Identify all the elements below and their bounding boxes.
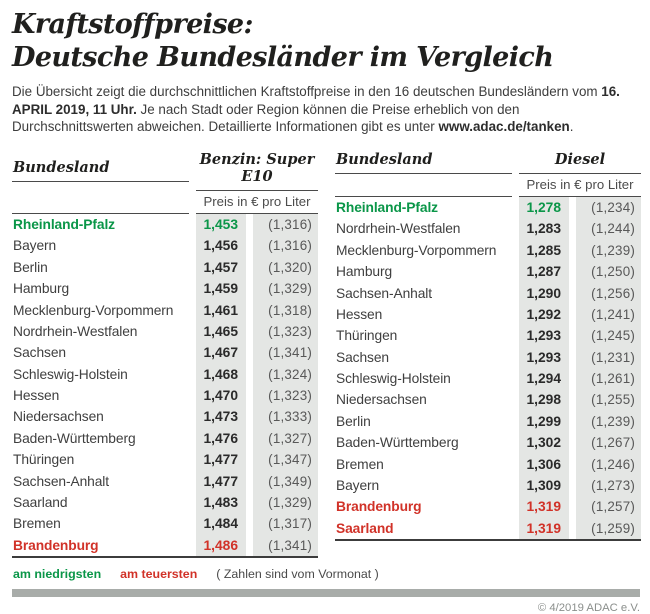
previous-month-value: (1,261) [576,368,641,389]
price-value: 1,285 [519,240,569,261]
benzin-table [12,149,318,558]
diesel-table [335,149,641,558]
intro-text [12,83,644,136]
column-header-diesel: Diesel [519,149,641,174]
price-value: 1,477 [196,449,246,470]
price-value: 1,473 [196,406,246,427]
state-name: Sachsen-Anhalt [336,285,433,301]
price-value: 1,459 [196,278,246,299]
previous-month-value: (1,241) [576,304,641,325]
previous-month-value: (1,333) [253,406,318,427]
previous-month-value: (1,327) [253,428,318,449]
title-line1: Kraftstoffpreise: [12,9,253,40]
price-value: 1,294 [519,368,569,389]
price-value: 1,476 [196,428,246,449]
previous-month-value: (1,239) [576,411,641,432]
intro-url: www.adac.de/tanken [438,119,570,135]
column-header-bundesland: Bundesland [12,157,189,182]
table-row [12,214,318,235]
column-header-benzin: Benzin: Super E10 [196,149,318,191]
previous-month-value: (1,259) [576,518,641,539]
table-row [335,411,641,432]
benzin-table-subheader [12,191,318,214]
state-name: Schleswig-Holstein [13,366,128,382]
state-name: Saarland [13,495,68,511]
previous-month-value: (1,267) [576,432,641,453]
price-value: 1,470 [196,385,246,406]
page-title [12,8,640,74]
previous-month-value: (1,320) [253,257,318,278]
previous-month-value: (1,244) [576,218,641,239]
table-row [12,257,318,278]
legend-lowest: am niedrigsten [13,567,102,582]
tables-container [12,149,640,558]
previous-month-value: (1,323) [253,321,318,342]
price-value: 1,456 [196,235,246,256]
previous-month-value: (1,257) [576,496,641,517]
state-name: Bremen [13,516,61,532]
state-name: Baden-Württemberg [336,435,459,451]
price-value: 1,457 [196,257,246,278]
table-row [335,432,641,453]
state-name: Mecklenburg-Vorpommern [13,302,174,318]
table-row [335,304,641,325]
table-row [12,535,318,556]
intro-date: 16. APRIL 2019, 11 Uhr. [12,84,620,117]
price-value: 1,292 [519,304,569,325]
previous-month-value: (1,316) [253,235,318,256]
state-name: Hessen [13,388,60,404]
table-row [335,475,641,496]
price-value: 1,319 [519,518,569,539]
state-name: Sachsen [13,345,66,361]
state-name: Saarland [336,520,394,536]
diesel-table-rows [335,197,641,541]
column-header-bundesland: Bundesland [335,149,512,174]
table-row [335,261,641,282]
previous-month-value: (1,246) [576,453,641,474]
price-value: 1,483 [196,492,246,513]
table-row [12,278,318,299]
state-name: Sachsen [336,349,389,365]
price-value: 1,298 [519,389,569,410]
price-value: 1,293 [519,347,569,368]
table-row [12,385,318,406]
unit-header-diesel: Preis in € pro Liter [519,174,641,197]
intro-part: Die Übersicht zeigt die durchschnittlichen Kraftstoffpreise in den 16 deutschen Bundesländern vom [12,84,602,99]
state-name: Rheinland-Pfalz [336,199,438,215]
previous-month-value: (1,234) [576,197,641,218]
table-row [12,342,318,363]
previous-month-value: (1,341) [253,535,318,556]
price-value: 1,293 [519,325,569,346]
state-name: Hamburg [336,264,393,280]
price-value: 1,484 [196,513,246,534]
table-row [335,218,641,239]
state-name: Bremen [336,456,384,472]
table-row [335,389,641,410]
previous-month-value: (1,231) [576,347,641,368]
table-row [12,406,318,427]
table-row [12,321,318,342]
title-line2: Deutsche Bundesländer im Vergleich [12,42,554,73]
table-row [12,470,318,491]
state-name: Berlin [336,413,371,429]
legend-highest: am teuersten [120,567,198,582]
table-row [335,347,641,368]
intro-part: Je nach Stadt oder Region können die Preise erheblich von den Durchschnittswerten abweichen. Detaillierte Informationen gibt es unter [12,101,520,135]
price-value: 1,486 [196,535,246,556]
state-name: Thüringen [336,328,398,344]
benzin-table-header [12,149,318,191]
legend-note: ( Zahlen sind vom Vormonat ) [216,567,379,582]
state-name: Nordrhein-Westfalen [13,323,138,339]
price-value: 1,468 [196,364,246,385]
price-value: 1,290 [519,282,569,303]
previous-month-value: (1,323) [253,385,318,406]
diesel-table-header [335,149,641,174]
table-row [12,364,318,385]
state-name: Bayern [336,478,380,494]
legend [12,567,640,581]
state-name: Nordrhein-Westfalen [336,221,461,237]
table-row [335,453,641,474]
state-name: Baden-Württemberg [13,430,136,446]
price-value: 1,302 [519,432,569,453]
previous-month-value: (1,245) [576,325,641,346]
previous-month-value: (1,239) [576,240,641,261]
price-value: 1,309 [519,475,569,496]
empty-header-cell [12,190,189,214]
state-name: Sachsen-Anhalt [13,473,110,489]
price-value: 1,319 [519,496,569,517]
state-name: Mecklenburg-Vorpommern [336,242,497,258]
diesel-table-subheader [335,174,641,197]
previous-month-value: (1,256) [576,282,641,303]
table-row [12,449,318,470]
price-value: 1,287 [519,261,569,282]
previous-month-value: (1,317) [253,513,318,534]
table-row [12,492,318,513]
table-row [335,496,641,517]
table-row [335,368,641,389]
state-name: Schleswig-Holstein [336,371,451,387]
state-name: Niedersachsen [13,409,104,425]
table-row [12,428,318,449]
previous-month-value: (1,349) [253,470,318,491]
table-row [335,282,641,303]
copyright-text: © 4/2019 ADAC e.V. [537,602,640,614]
state-name: Rheinland-Pfalz [13,216,115,232]
price-value: 1,299 [519,411,569,432]
price-value: 1,465 [196,321,246,342]
previous-month-value: (1,329) [253,278,318,299]
price-value: 1,278 [519,197,569,218]
benzin-table-rows [12,214,318,558]
previous-month-value: (1,318) [253,299,318,320]
previous-month-value: (1,329) [253,492,318,513]
unit-header-benzin: Preis in € pro Liter [196,191,318,214]
table-row [335,240,641,261]
table-row [12,513,318,534]
previous-month-value: (1,273) [576,475,641,496]
empty-header-cell [335,173,512,197]
previous-month-value: (1,316) [253,214,318,235]
price-value: 1,306 [519,453,569,474]
price-value: 1,283 [519,218,569,239]
price-value: 1,461 [196,299,246,320]
state-name: Brandenburg [13,537,99,553]
previous-month-value: (1,341) [253,342,318,363]
previous-month-value: (1,255) [576,389,641,410]
state-name: Brandenburg [336,499,422,515]
price-value: 1,477 [196,470,246,491]
state-name: Niedersachsen [336,392,427,408]
price-value: 1,467 [196,342,246,363]
table-row [335,518,641,539]
divider-bar [12,589,640,597]
table-row [335,325,641,346]
state-name: Hessen [336,306,383,322]
previous-month-value: (1,324) [253,364,318,385]
state-name: Bayern [13,238,57,254]
table-row [12,235,318,256]
state-name: Thüringen [13,452,75,468]
state-name: Hamburg [13,281,70,297]
previous-month-value: (1,347) [253,449,318,470]
state-name: Berlin [13,259,48,275]
table-row [12,299,318,320]
previous-month-value: (1,250) [576,261,641,282]
intro-part: . [569,119,574,135]
price-value: 1,453 [196,214,246,235]
table-row [335,197,641,218]
